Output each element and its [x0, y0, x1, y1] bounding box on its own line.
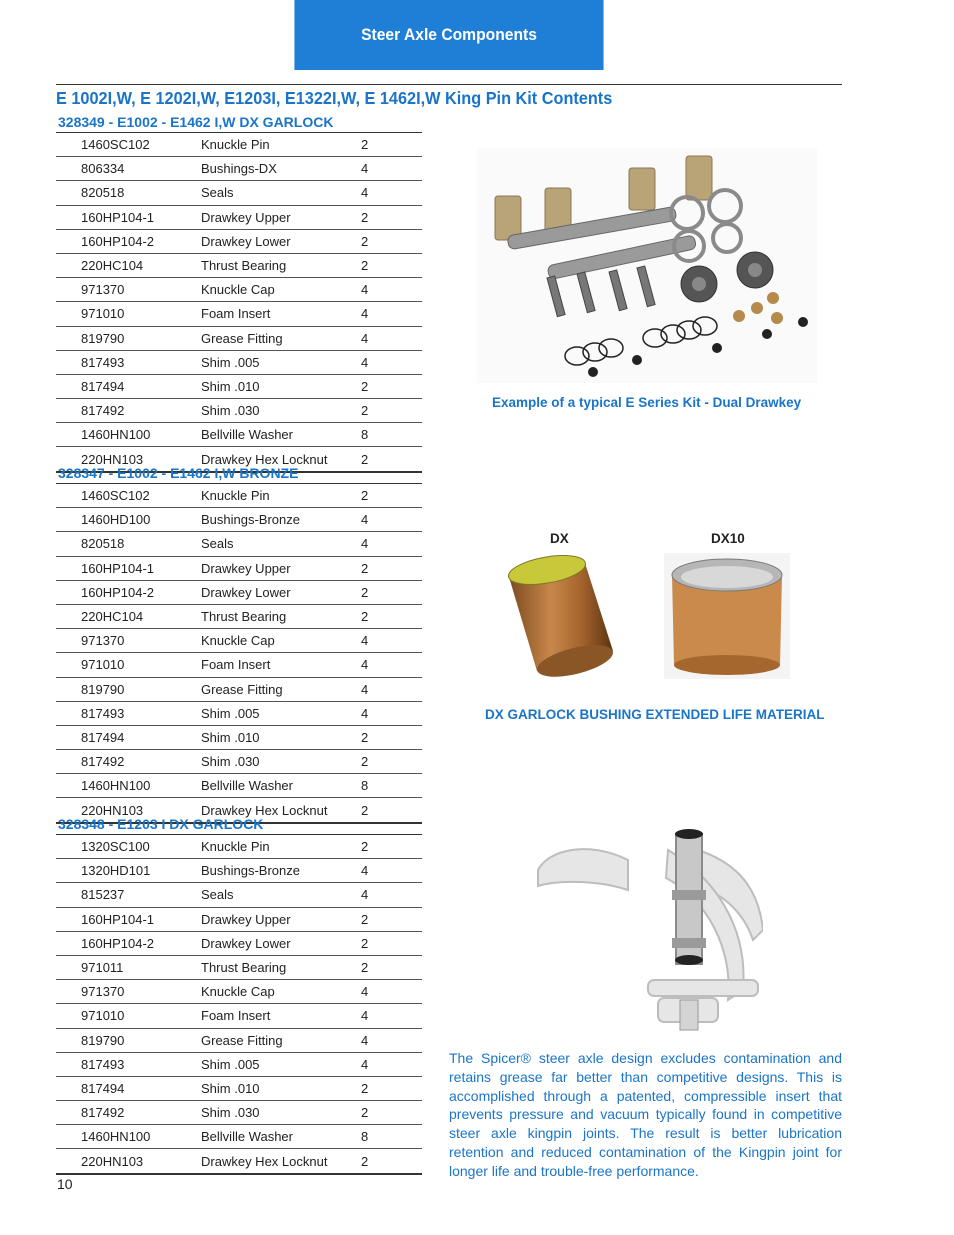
table-row	[56, 859, 422, 883]
part-description: Shim .010	[201, 378, 260, 394]
table-row	[56, 726, 422, 750]
part-description: Bushings-Bronze	[201, 863, 300, 879]
part-description: Bellville Washer	[201, 427, 293, 443]
steer-axle-kingpin-illustration	[528, 820, 763, 1042]
part-description: Seals	[201, 185, 234, 201]
part-description: Thrust Bearing	[201, 960, 287, 976]
table-row	[56, 1101, 422, 1125]
part-description: Shim .030	[201, 754, 260, 770]
table-row	[56, 230, 422, 254]
part-description: Shim .010	[201, 729, 260, 745]
part-quantity: 4	[361, 657, 369, 673]
part-description: Knuckle Cap	[201, 984, 275, 1000]
section-header-tab	[294, 0, 603, 70]
table-row	[56, 206, 422, 230]
part-number: 817494	[81, 1080, 125, 1096]
part-description: Bushings-Bronze	[201, 512, 300, 528]
part-number: 971011	[81, 960, 124, 976]
part-number: 160HP104-1	[81, 911, 154, 927]
part-number: 819790	[81, 681, 125, 697]
part-description: Foam Insert	[201, 657, 271, 673]
table-row	[56, 774, 422, 798]
kit-title: 328348 - E1203 I DX GARLOCK	[56, 814, 422, 835]
part-quantity: 2	[361, 754, 369, 770]
kit-title: 328349 - E1002 - E1462 I,W DX GARLOCK	[56, 112, 422, 133]
part-quantity: 4	[361, 512, 369, 528]
part-number: 819790	[81, 1032, 125, 1048]
table-row	[56, 302, 422, 326]
part-quantity: 2	[361, 258, 369, 274]
part-number: 1460HN100	[81, 1129, 151, 1145]
bushing-caption: DX GARLOCK BUSHING EXTENDED LIFE MATERIAL	[485, 707, 825, 722]
part-quantity: 4	[361, 984, 369, 1000]
part-number: 817492	[81, 1105, 125, 1121]
table-row	[56, 581, 422, 605]
dx10-label: DX10	[711, 531, 745, 546]
part-description: Shim .030	[201, 403, 260, 419]
part-number: 1460HN100	[81, 778, 151, 794]
part-number: 1320HD101	[81, 863, 151, 879]
part-number: 817492	[81, 403, 125, 419]
header-divider	[56, 84, 842, 85]
part-description: Bellville Washer	[201, 1129, 293, 1145]
dx-bushing-photo	[497, 553, 619, 681]
part-number: 820518	[81, 536, 125, 552]
part-quantity: 4	[361, 887, 369, 903]
dx-label: DX	[550, 531, 569, 546]
part-description: Seals	[201, 887, 234, 903]
part-number: 817492	[81, 754, 125, 770]
part-quantity: 2	[361, 839, 369, 855]
part-description: Drawkey Upper	[201, 209, 291, 225]
page-number: 10	[57, 1176, 73, 1192]
part-number: 160HP104-1	[81, 209, 154, 225]
table-row	[56, 932, 422, 956]
part-quantity: 4	[361, 1008, 369, 1024]
dx10-bushing-photo	[664, 553, 790, 679]
table-row	[56, 1029, 422, 1053]
part-quantity: 4	[361, 185, 369, 201]
part-quantity: 4	[361, 863, 369, 879]
part-quantity: 4	[361, 681, 369, 697]
part-quantity: 2	[361, 488, 369, 504]
table-row	[56, 375, 422, 399]
part-number: 160HP104-2	[81, 233, 154, 249]
table-row	[56, 1004, 422, 1028]
part-number: 806334	[81, 161, 125, 177]
part-quantity: 4	[361, 330, 369, 346]
kit-table-dx-garlock	[56, 112, 422, 473]
part-quantity: 4	[361, 306, 369, 322]
part-number: 220HC104	[81, 258, 144, 274]
part-quantity: 4	[361, 282, 369, 298]
part-description: Knuckle Cap	[201, 282, 275, 298]
part-number: 819790	[81, 330, 125, 346]
part-number: 160HP104-2	[81, 584, 154, 600]
table-row	[56, 181, 422, 205]
part-quantity: 2	[361, 137, 369, 153]
kit-table-e1203-dx-garlock	[56, 814, 422, 1175]
part-quantity: 2	[361, 233, 369, 249]
part-number: 220HC104	[81, 609, 144, 625]
part-number: 971010	[81, 1008, 125, 1024]
part-quantity: 2	[361, 1080, 369, 1096]
kit-rows	[56, 835, 422, 1175]
part-quantity: 4	[361, 161, 369, 177]
table-row	[56, 980, 422, 1004]
part-number: 971370	[81, 984, 125, 1000]
table-row	[56, 508, 422, 532]
table-row	[56, 750, 422, 774]
part-number: 971370	[81, 633, 125, 649]
part-quantity: 2	[361, 960, 369, 976]
part-quantity: 2	[361, 584, 369, 600]
part-description: Bellville Washer	[201, 778, 293, 794]
part-description: Knuckle Pin	[201, 839, 270, 855]
part-number: 971010	[81, 306, 125, 322]
part-quantity: 2	[361, 802, 369, 818]
part-quantity: 2	[361, 403, 369, 419]
part-description: Drawkey Hex Locknut	[201, 1153, 328, 1169]
part-number: 971010	[81, 657, 125, 673]
part-description: Drawkey Upper	[201, 911, 291, 927]
kit-rows	[56, 484, 422, 824]
part-description: Knuckle Cap	[201, 633, 275, 649]
table-row	[56, 278, 422, 302]
part-description: Grease Fitting	[201, 330, 283, 346]
part-description: Knuckle Pin	[201, 488, 270, 504]
part-quantity: 2	[361, 1105, 369, 1121]
part-quantity: 2	[361, 911, 369, 927]
part-number: 1460HD100	[81, 512, 151, 528]
part-description: Seals	[201, 536, 234, 552]
table-row	[56, 835, 422, 859]
table-row	[56, 1053, 422, 1077]
section-header-label: Steer Axle Components	[361, 25, 537, 44]
table-row	[56, 1125, 422, 1149]
part-description: Drawkey Lower	[201, 935, 291, 951]
part-description: Thrust Bearing	[201, 258, 287, 274]
page-title: E 1002I,W, E 1202I,W, E1203I, E1322I,W, E 1462I,W King Pin Kit Contents	[56, 88, 613, 108]
table-row	[56, 254, 422, 278]
table-row	[56, 1149, 422, 1174]
part-description: Shim .005	[201, 1056, 260, 1072]
table-row	[56, 133, 422, 157]
table-row	[56, 351, 422, 375]
part-description: Shim .005	[201, 705, 260, 721]
part-quantity: 4	[361, 1032, 369, 1048]
part-description: Foam Insert	[201, 1008, 271, 1024]
part-quantity: 2	[361, 209, 369, 225]
part-number: 971370	[81, 282, 125, 298]
part-quantity: 2	[361, 935, 369, 951]
table-row	[56, 399, 422, 423]
part-description: Drawkey Upper	[201, 560, 291, 576]
part-quantity: 8	[361, 1129, 369, 1145]
part-description: Grease Fitting	[201, 681, 283, 697]
part-number: 817493	[81, 1056, 125, 1072]
part-number: 220HN103	[81, 1153, 144, 1169]
table-row	[56, 1077, 422, 1101]
part-number: 1460SC102	[81, 488, 150, 504]
table-row	[56, 956, 422, 980]
part-quantity: 4	[361, 536, 369, 552]
part-description: Shim .005	[201, 354, 260, 370]
part-description: Bushings-DX	[201, 161, 277, 177]
part-description: Foam Insert	[201, 306, 271, 322]
table-row	[56, 484, 422, 508]
part-number: 1460HN100	[81, 427, 151, 443]
table-row	[56, 702, 422, 726]
part-quantity: 2	[361, 1153, 369, 1169]
part-number: 160HP104-2	[81, 935, 154, 951]
part-quantity: 2	[361, 451, 369, 467]
table-row	[56, 908, 422, 932]
table-row	[56, 557, 422, 581]
table-row	[56, 423, 422, 447]
kit-table-bronze	[56, 463, 422, 824]
part-description: Drawkey Lower	[201, 584, 291, 600]
table-row	[56, 605, 422, 629]
part-quantity: 8	[361, 778, 369, 794]
part-number: 817494	[81, 378, 125, 394]
spicer-description: The Spicer® steer axle design excludes contamination and retains grease far better than competitive designs. This is accomplished through a patented, compressible insert that prevents pressure and vacuum typically found in competitive steer axle kingpin joints. The result is better lubrication retention and reduced contamination of the Kingpin joint for longer life and trouble-free performance.	[449, 1050, 842, 1179]
part-quantity: 4	[361, 705, 369, 721]
part-description: Drawkey Lower	[201, 233, 291, 249]
part-quantity: 4	[361, 354, 369, 370]
table-row	[56, 678, 422, 702]
part-quantity: 2	[361, 729, 369, 745]
table-row	[56, 629, 422, 653]
part-quantity: 4	[361, 633, 369, 649]
part-quantity: 8	[361, 427, 369, 443]
part-description: Knuckle Pin	[201, 137, 270, 153]
kit-rows	[56, 133, 422, 473]
part-number: 820518	[81, 185, 125, 201]
part-number: 220HN103	[81, 802, 144, 818]
part-quantity: 4	[361, 1056, 369, 1072]
part-number: 817493	[81, 705, 125, 721]
part-number: 817493	[81, 354, 125, 370]
table-row	[56, 157, 422, 181]
table-row	[56, 883, 422, 907]
part-number: 1320SC100	[81, 839, 150, 855]
part-number: 1460SC102	[81, 137, 150, 153]
part-description: Drawkey Hex Locknut	[201, 802, 328, 818]
table-row	[56, 532, 422, 556]
part-description: Thrust Bearing	[201, 609, 287, 625]
table-row	[56, 327, 422, 351]
part-description: Shim .010	[201, 1080, 260, 1096]
part-number: 220HN103	[81, 451, 144, 467]
table-row	[56, 653, 422, 677]
part-quantity: 2	[361, 560, 369, 576]
part-number: 815237	[81, 887, 125, 903]
part-quantity: 2	[361, 609, 369, 625]
kit-title: 328347 - E1002 - E1462 I,W BRONZE	[56, 463, 422, 484]
kit-photo-caption: Example of a typical E Series Kit - Dual Drawkey	[492, 395, 802, 410]
part-description: Drawkey Hex Locknut	[201, 451, 328, 467]
part-number: 817494	[81, 729, 125, 745]
part-description: Grease Fitting	[201, 1032, 283, 1048]
part-description: Shim .030	[201, 1105, 260, 1121]
part-quantity: 2	[361, 378, 369, 394]
part-number: 160HP104-1	[81, 560, 154, 576]
king-pin-kit-photo	[477, 148, 817, 383]
